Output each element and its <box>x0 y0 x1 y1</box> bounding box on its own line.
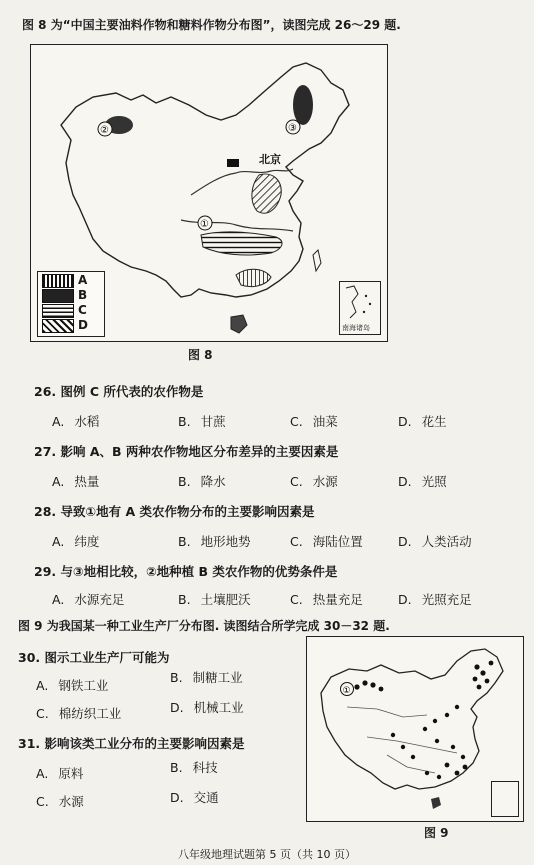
legend-swatch-b <box>42 289 74 303</box>
option-c[interactable]: C. 水源 <box>290 474 338 489</box>
option-d[interactable]: D. 花生 <box>398 414 447 429</box>
option-a[interactable]: A. 纬度 <box>52 534 100 549</box>
option-a[interactable]: A. 钢铁工业 <box>36 678 109 693</box>
option-b[interactable]: B. 地形地势 <box>178 534 251 549</box>
option-c[interactable]: C. 油菜 <box>290 414 338 429</box>
figure-9-map <box>306 636 524 822</box>
south-china-sea-inset <box>339 281 381 335</box>
option-b[interactable]: B. 降水 <box>178 474 226 489</box>
figure-8-map <box>30 44 388 342</box>
fig9-inset <box>491 781 519 817</box>
page-footer: 八年级地理试题第 5 页（共 10 页） <box>178 848 356 861</box>
legend-swatch-c <box>42 304 74 318</box>
option-a[interactable]: A. 热量 <box>52 474 100 489</box>
figure-8-caption: 图 8 <box>188 348 213 362</box>
marker-2: ② <box>100 125 109 136</box>
beijing-label: 北京 <box>259 153 281 166</box>
legend-swatch-a <box>42 274 74 288</box>
option-b[interactable]: B. 甘蔗 <box>178 414 226 429</box>
marker-3: ③ <box>288 123 297 134</box>
legend-label-d: D <box>78 318 88 332</box>
option-d[interactable]: D. 人类活动 <box>398 534 472 549</box>
option-b[interactable]: B. 科技 <box>170 760 218 775</box>
legend-label-a: A <box>78 273 88 287</box>
option-d[interactable]: D. 机械工业 <box>170 700 244 715</box>
marker-1: ① <box>200 219 209 230</box>
option-c[interactable]: C. 热量充足 <box>290 592 363 607</box>
option-d[interactable]: D. 光照 <box>398 474 447 489</box>
option-a[interactable]: A. 水稻 <box>52 414 100 429</box>
option-d[interactable]: D. 交通 <box>170 790 219 805</box>
inset-islands-icon <box>340 282 380 322</box>
section-intro-fig8: 图 8 为“中国主要油料作物和糖料作物分布图”，读图完成 26～29 题. <box>22 18 401 32</box>
question-number: 26. <box>34 384 57 399</box>
option-c[interactable]: C. 水源 <box>36 794 84 809</box>
map-legend <box>37 271 105 337</box>
figure-9-caption: 图 9 <box>424 826 449 840</box>
fig9-marker-1: ① <box>342 686 351 696</box>
question-stem: 图例 C 所代表的农作物是 <box>60 384 204 399</box>
option-a[interactable]: A. 原料 <box>36 766 84 781</box>
legend-label-c: C <box>78 303 87 317</box>
option-b[interactable]: B. 制糖工业 <box>170 670 243 685</box>
legend-swatch-d <box>42 319 74 333</box>
legend-label-b: B <box>78 288 88 302</box>
option-c[interactable]: C. 棉纺织工业 <box>36 706 122 721</box>
option-c[interactable]: C. 海陆位置 <box>290 534 363 549</box>
option-d[interactable]: D. 光照充足 <box>398 592 472 607</box>
option-b[interactable]: B. 土壤肥沃 <box>178 592 251 607</box>
option-a[interactable]: A. 水源充足 <box>52 592 125 607</box>
inset-label: 南海诸岛 <box>342 324 370 332</box>
section-intro-fig9: 图 9 为我国某一种工业生产厂分布图. 读图结合所学完成 30－32 题. <box>18 619 390 633</box>
